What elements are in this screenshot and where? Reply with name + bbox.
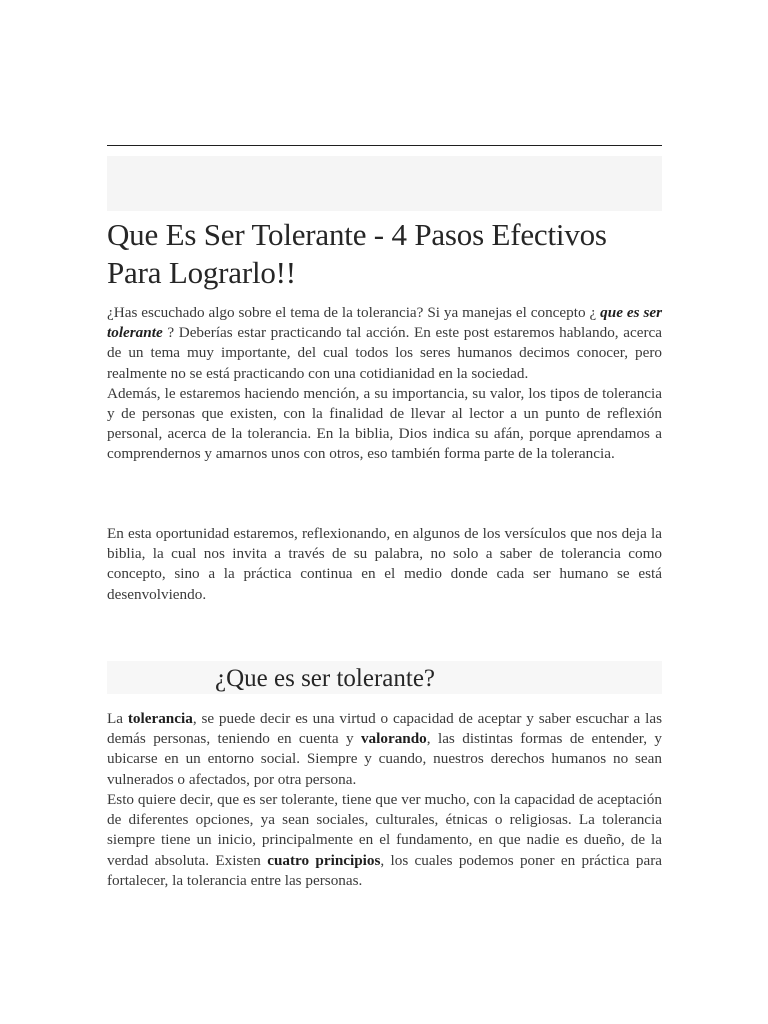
- horizontal-rule: [107, 145, 662, 146]
- header-placeholder-band: [107, 156, 662, 211]
- intro-text-3: Además, le estaremos haciendo mención, a su importancia, su valor, los tipos de tolerancia y de personas que existen, con la finalidad de llevar al lector a un punto de reflexión personal, acerca de la tolerancia. En la biblia, Dios indica su afán, porque aprendamos a comprendernos y amarnos unos con otros, eso también forma parte de la tolerancia.: [107, 384, 662, 463]
- explanation-paragraph: [107, 790, 662, 891]
- intro-text-2: ? Deberías estar practicando tal acción. En este post estaremos hablando, acerca de un tema muy importante, del cual todos los seres humanos decimos conocer, pero realmente no se está practicando con una cotidianidad en la sociedad.: [107, 324, 663, 382]
- definition-bold-valorando: valorando: [360, 730, 427, 748]
- intro-paragraph: [107, 303, 662, 465]
- definition-text-3: , las distintas formas de entender, y ubicarse en un entorno social. Siempre y cuando, nuestros derechos humanos no sean vulnerados o afectados, por otra persona.: [107, 730, 662, 788]
- explanation-text-2: , los cuales podemos poner en práctica para fortalecer, la tolerancia entre las personas.: [107, 851, 662, 889]
- intro-emphasis: que es ser tolerante: [107, 304, 663, 342]
- definition-text-1: La: [107, 710, 128, 727]
- definition-paragraph: [107, 709, 662, 790]
- definition-text-2: , se puede decir es una virtud o capacidad de aceptar y saber escuchar a las demás personas, teniendo en cuenta y: [107, 710, 662, 748]
- article-title: Que Es Ser Tolerante - 4 Pasos Efectivos Para Lograrlo!!: [107, 217, 607, 290]
- explanation-bold-principios: cuatro principios: [267, 851, 381, 869]
- section-heading: ¿Que es ser tolerante?: [215, 665, 436, 692]
- bible-paragraph: En esta oportunidad estaremos, reflexionando, en algunos de los versículos que nos deja la biblia, la cual nos invita a través de su palabra, no solo a saber de tolerancia como concepto, sino a la práctica continua en el medio donde cada ser humano se está desenvolviendo.: [107, 525, 662, 603]
- intro-text-1: ¿Has escuchado algo sobre el tema de la tolerancia? Si ya manejas el concepto ¿: [107, 304, 597, 321]
- explanation-text-1: Esto quiere decir, que es ser tolerante, tiene que ver mucho, con la capacidad de aceptación de diferentes opciones, ya sean sociales, culturales, étnicas o religiosas. La tolerancia siempre tiene un inicio, principalmente en el fundamento, en que nadie es dueño, de la verdad absoluta. Existen: [107, 791, 662, 869]
- definition-bold-tolerancia: tolerancia: [127, 710, 193, 727]
